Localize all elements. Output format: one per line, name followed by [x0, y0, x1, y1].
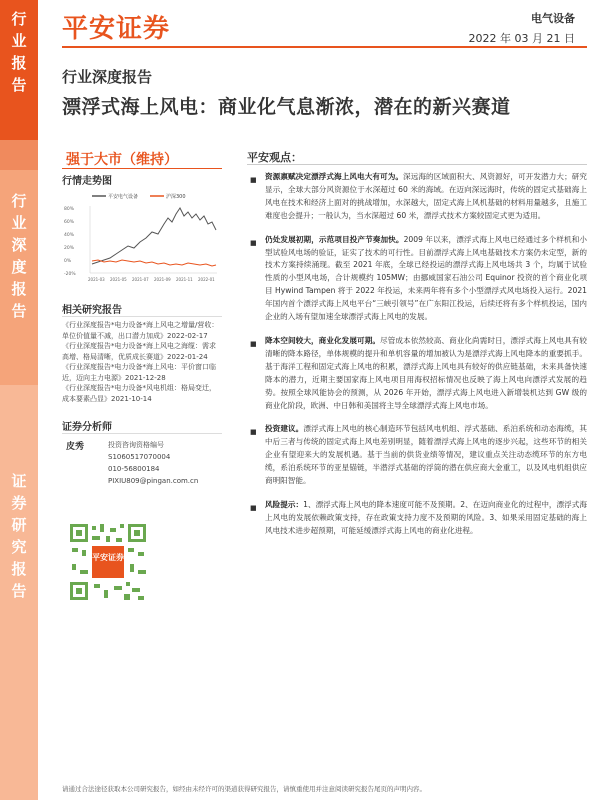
- footer-disclaimer: 请通过合法途径获取本公司研究报告，如经由未经许可的渠道获得研究报告，请慎重使用并注意阅读研究报告尾页的声明内容。: [62, 785, 426, 793]
- related-item[interactable]: 《行业深度报告*电力设备*海上风电之海缆：需求高增、格局清晰，优质成长赛道》2022-01-24: [62, 342, 216, 361]
- bullet-icon: ■: [250, 339, 257, 348]
- report-type: 行业深度报告: [62, 68, 153, 86]
- view-paragraph: [241, 335, 587, 412]
- legend-label-index: 沪深300: [166, 194, 186, 200]
- paragraph-text: 2009 年以来，漂浮式海上风电已经通过多个样机和小型试验风电场的验证，证实了技术的可行性。目前漂浮式海上风电基础技术方案仍未定型，新的技术方案持续涌现。截至 2021 年底，全球已经投运的漂浮式海上风电场共 3 个，均属于试验性质的小型风电场，合计规模约 105MW；由挪威国家石油公司 Equinor 投资的首个商业化项目 Hywind Tampen 将于 2022 年投运，未来两年将有多个小型漂浮式风电场投入运行。2021 年国内首个漂浮式海上风电平台“三峡引领号”在广东阳江投运，后续还将有多个样机投运，国内企业的入场有望加速全球漂浮式海上风电的发展。: [265, 234, 587, 322]
- sector-label: 电气设备: [531, 12, 575, 25]
- analyst-info: [108, 439, 198, 487]
- paragraph-lead: 风险提示：: [265, 499, 304, 509]
- analyst-name: 皮秀: [66, 442, 85, 452]
- paragraph-text: 深远海的区域面积大、风资源好，可开发潜力大；研究显示，全球大部分风资源位于水深超过 60 米的海域。在迈向深远海时，传统的固定式基础海上风电在技术和经济上面对的挑战增加，水深越大，固定式海上风机基础的材料用量越多，且施工难度也会提升；一般认为，当水深超过 60 米，漂浮式技术方案较固定式更为适用。: [265, 172, 587, 220]
- x-tick: 2021-05: [110, 277, 127, 282]
- x-tick: 2022-01: [198, 277, 215, 282]
- sector-series-line: [92, 208, 216, 264]
- analyst-heading: 证券分析师: [62, 422, 112, 433]
- view-paragraph: [241, 171, 587, 223]
- paragraph-lead: 投资建议。: [265, 424, 304, 434]
- sidebar-block-spacer: [0, 140, 38, 170]
- related-item[interactable]: 《行业深度报告*电力设备*风电机组：格局变迁，成本要素凸显》2021-10-14: [62, 384, 216, 403]
- view-paragraph: [241, 423, 587, 488]
- related-item[interactable]: 《行业深度报告*电力设备*海上风电：平价窗口临近，迈向主力电源》2021-12-28: [62, 363, 216, 382]
- y-tick: 60%: [64, 220, 75, 225]
- analyst-line: 010-56800184: [108, 465, 160, 473]
- y-tick: 80%: [64, 207, 75, 212]
- y-tick: 0%: [64, 259, 72, 264]
- paragraph-lead: 仍处发展初期，示范项目投产节奏加快。: [265, 234, 404, 244]
- qr-code-svg: [66, 520, 150, 604]
- sidebar-block-industry: [0, 0, 38, 140]
- y-tick: 40%: [64, 233, 75, 238]
- trend-chart-svg: [62, 188, 222, 283]
- x-tick: 2021-09: [154, 277, 171, 282]
- view-paragraph: [241, 499, 587, 538]
- paragraph-lead: 降本空间较大，商业化发展可期。: [265, 335, 381, 345]
- x-tick: 2021-07: [132, 277, 149, 282]
- bullet-icon: ■: [250, 238, 257, 247]
- report-date: 2022 年 03 月 21 日: [468, 32, 575, 45]
- y-tick: -20%: [64, 272, 76, 277]
- x-tick: 2021-11: [176, 277, 193, 282]
- rating-badge: 强于大市（维持）: [66, 152, 178, 168]
- paragraph-text: 1、漂浮式海上风电的降本速度可能不及预期。2、在迈向商业化的过程中，漂浮式海上风电的发展依赖政策支持，存在政策支持力度不及预期的风险。3、如果采用固定基础的海上风电技术进步超预期，可能延缓漂浮式海上风电的商业化进程。: [265, 499, 587, 535]
- views-divider: [247, 164, 587, 165]
- view-paragraph: [241, 234, 587, 324]
- sidebar: [0, 0, 38, 800]
- y-tick: 20%: [64, 246, 75, 251]
- related-list: [62, 320, 222, 404]
- analyst-email[interactable]: PIXIU809@pingan.com.cn: [108, 477, 199, 485]
- rating-divider: [62, 168, 222, 169]
- related-divider: [62, 316, 222, 317]
- company-logo: 平安证券: [62, 14, 171, 44]
- views-heading: 平安观点：: [247, 151, 302, 164]
- analyst-line: S1060517070004: [108, 453, 171, 461]
- trend-chart: [62, 188, 222, 283]
- bullet-icon: ■: [250, 503, 257, 512]
- bullet-icon: ■: [250, 428, 257, 437]
- chart-heading: 行情走势图: [62, 176, 112, 187]
- bullet-icon: ■: [250, 176, 257, 184]
- related-heading: 相关研究报告: [62, 305, 122, 316]
- qr-label: 平安证券: [92, 553, 124, 562]
- paragraph-text: 尽管成本依然较高、商业化尚需时日，漂浮式海上风电具有较清晰的降本路径，单体规模的提升和单机容量的增加被认为是漂浮式海上风电降本的重要抓手。基于海洋工程和固定式海上风电的积累，漂浮式海上风电具有较好的供应链基础，未来具备快速降本的潜力，近期主要国家海上风电项目用海权招标情况也反映了海上风电向漂浮式发展的趋势。按照全球风能协会的预测，从 2026 年开始，漂浮式海上风电进入新增装机达到 GW 级的商业化阶段，欧洲、中日韩和美国将主导全球漂浮式海上风电市场。: [265, 335, 588, 410]
- sidebar-label-depth: 行业深度报告: [11, 192, 27, 320]
- page-title: 漂浮式海上风电：商业化气息渐浓，潜在的新兴赛道: [62, 96, 511, 118]
- index-series-line: [92, 260, 216, 266]
- paragraph-lead: 资源禀赋决定漂浮式海上风电大有可为。: [265, 172, 404, 181]
- analyst-line: 投资咨询资格编号: [108, 441, 164, 449]
- legend-label-sector: 平安电气设备: [108, 194, 139, 200]
- views-body: [241, 171, 587, 538]
- sidebar-block-depth: [0, 170, 38, 385]
- analyst-divider: [62, 433, 222, 434]
- sidebar-label-industry: 行业报告: [11, 10, 27, 94]
- x-tick: 2021-03: [88, 277, 105, 282]
- header-divider: [62, 46, 587, 48]
- paragraph-text: 漂浮式海上风电的核心制造环节包括风电机组、浮式基础、系泊系统和动态海缆，其中后三者与传统的固定式海上风电差别明显，随着漂浮式海上风电的逐步兴起，这些环节的相关企业有望迎来大的发展机遇。基于当前的供货业绩等情况，建议重点关注动态缆环节的东方电缆，系泊系统环节的亚星锚链，半潜浮式基础的浮筒的潜在供应商大金重工，以及风电机组供应商明阳智能。: [265, 424, 587, 486]
- related-item[interactable]: 《行业深度报告*电力设备*海上风电之增量/营收：单位价值量不减，出口潜力加成》2022-02-17: [62, 321, 219, 340]
- qr-code[interactable]: [66, 520, 150, 604]
- sidebar-block-securities: [0, 385, 38, 800]
- sidebar-label-securities: 证券研究报告: [11, 472, 27, 600]
